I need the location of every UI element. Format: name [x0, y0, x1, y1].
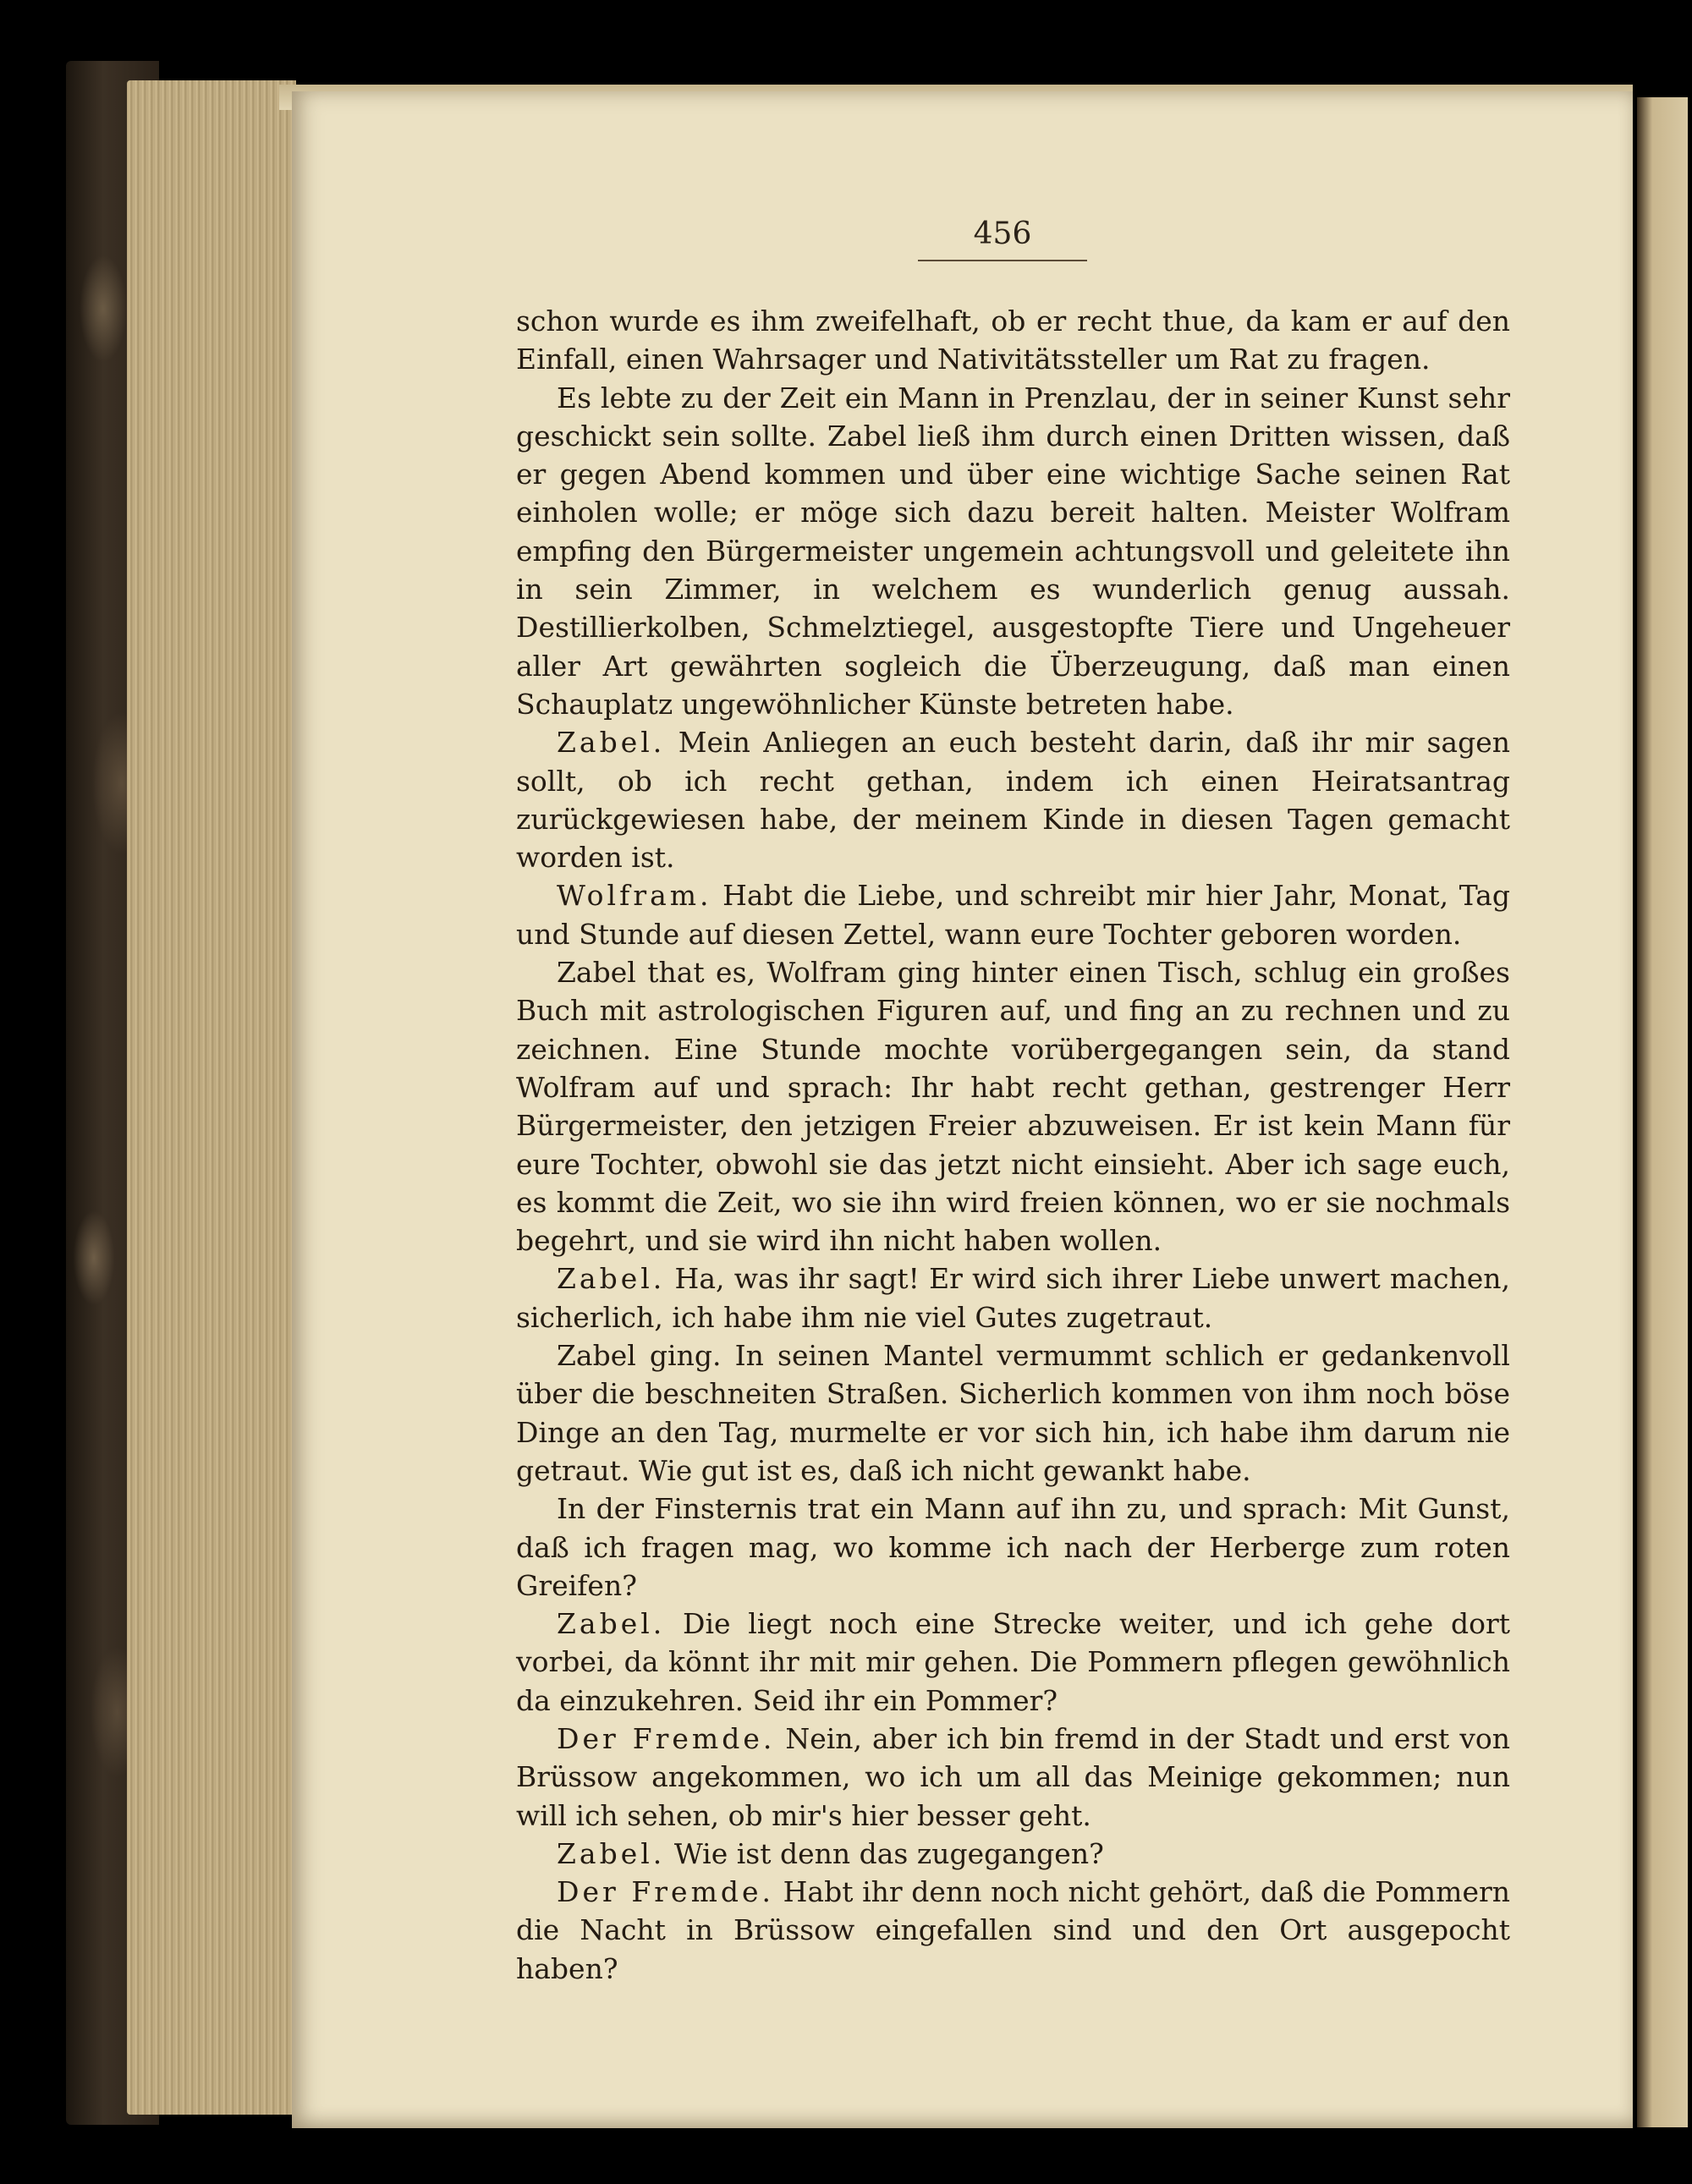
paragraph: Zabel ging. In seinen Mantel vermummt schlich er gedankenvoll über die beschneiten Straßen. Sicherlich kommen von ihm noch böse Dinge an den Tag, murmelte er vor sich hin, ich habe ihm darum nie getraut. Wie gut ist es, daß ich nicht gewankt habe.: [516, 1339, 1510, 1487]
dialogue-paragraph: Zabel. Ha, was ihr sagt! Er wird sich ihrer Liebe unwert machen, sicherlich, ich habe ihm nie viel Gutes zugetraut.: [516, 1262, 1511, 1334]
dialogue-paragraph: Der Fremde. Habt ihr denn noch nicht gehört, daß die Pommern die Nacht in Brüssow eingefallen sind und den Ort ausgepocht haben?: [516, 1875, 1511, 1985]
speaker-label: Wolfram.: [557, 879, 712, 913]
paragraph: Zabel that es, Wolfram ging hinter einen Tisch, schlug ein großes Buch mit astrologischen Figuren auf, und fing an zu rechnen und zu zeichnen. Eine Stunde mochte vorübergegangen sein, da stand Wolfram auf und sprach: Ihr habt recht gethan, gestrenger Herr Bürgermeister, den jetzigen Freier abzuweisen. Er ist kein Mann für eure Tochter, obwohl sie das jetzt nicht einsieht. Aber ich sage euch, es kommt die Zeit, wo sie ihn wird freien können, wo er sie nochmals begehrt, und sie wird ihn nicht haben wollen.: [516, 956, 1510, 1258]
dialogue-paragraph: Wolfram. Habt die Liebe, und schreibt mir hier Jahr, Monat, Tag und Stunde auf diesen Zettel, wann eure Tochter geboren worden.: [516, 879, 1510, 951]
page-number-rule: [918, 260, 1087, 261]
page-stack-edges: [127, 80, 296, 2115]
page-text: [516, 302, 1510, 1988]
page-number: 456: [973, 217, 1032, 251]
dialogue-paragraph: Zabel. Mein Anliegen an euch besteht darin, daß ihr mir sagen sollt, ob ich recht gethan, indem ich einen Heiratsantrag zurückgewiesen habe, der meinem Kinde in diesen Tagen gemacht worden ist.: [516, 726, 1510, 875]
speaker-label: Der Fremde.: [557, 1721, 776, 1755]
speaker-label: Zabel.: [557, 726, 666, 760]
next-page-edge: [1637, 97, 1688, 2127]
speaker-label: Der Fremde.: [557, 1875, 775, 1909]
speaker-label: Zabel.: [557, 1607, 666, 1641]
dialogue-paragraph: Der Fremde. Nein, aber ich bin fremd in der Stadt und erst von Brüssow angekommen, wo ich um all das Meinige gekommen; nun will ich sehen, ob mir's hier besser geht.: [516, 1721, 1511, 1832]
speaker-label: Zabel.: [557, 1262, 666, 1296]
paragraph: In der Finsternis trat ein Mann auf ihn zu, und sprach: Mit Gunst, daß ich fragen mag, wo komme ich nach der Herberge zum roten Greifen?: [516, 1492, 1510, 1602]
dialogue-paragraph: Zabel. Wie ist denn das zugegangen?: [557, 1836, 1104, 1870]
speaker-label: Zabel.: [557, 1836, 666, 1870]
paragraph: Es lebte zu der Zeit ein Mann in Prenzlau, der in seiner Kunst sehr geschickt sein sollte. Zabel ließ ihm durch einen Dritten wissen, daß er gegen Abend kommen und über eine wichtige Sache seinen Rat einholen wolle; er möge sich dazu bereit halten. Meister Wolfram empfing den Bürgermeister ungemein achtungsvoll und geleitete ihn in sein Zimmer, in welchem es wunderlich genug aussah. Destillierkolben, Schmelztiegel, ausgestopfte Tiere und Ungeheuer aller Art gewährten sogleich die Überzeugung, daß man einen Schauplatz ungewöhnlicher Künste betreten habe.: [516, 381, 1510, 721]
dialogue-paragraph: Zabel. Die liegt noch eine Strecke weiter, und ich gehe dort vorbei, da könnt ihr mit mir gehen. Die Pommern pflegen gewöhnlich da einzukehren. Seid ihr ein Pommer?: [516, 1607, 1510, 1717]
paragraph: schon wurde es ihm zweifelhaft, ob er recht thue, da kam er auf den Einfall, einen Wahrsager und Nativitätssteller um Rat zu fragen.: [516, 305, 1510, 376]
